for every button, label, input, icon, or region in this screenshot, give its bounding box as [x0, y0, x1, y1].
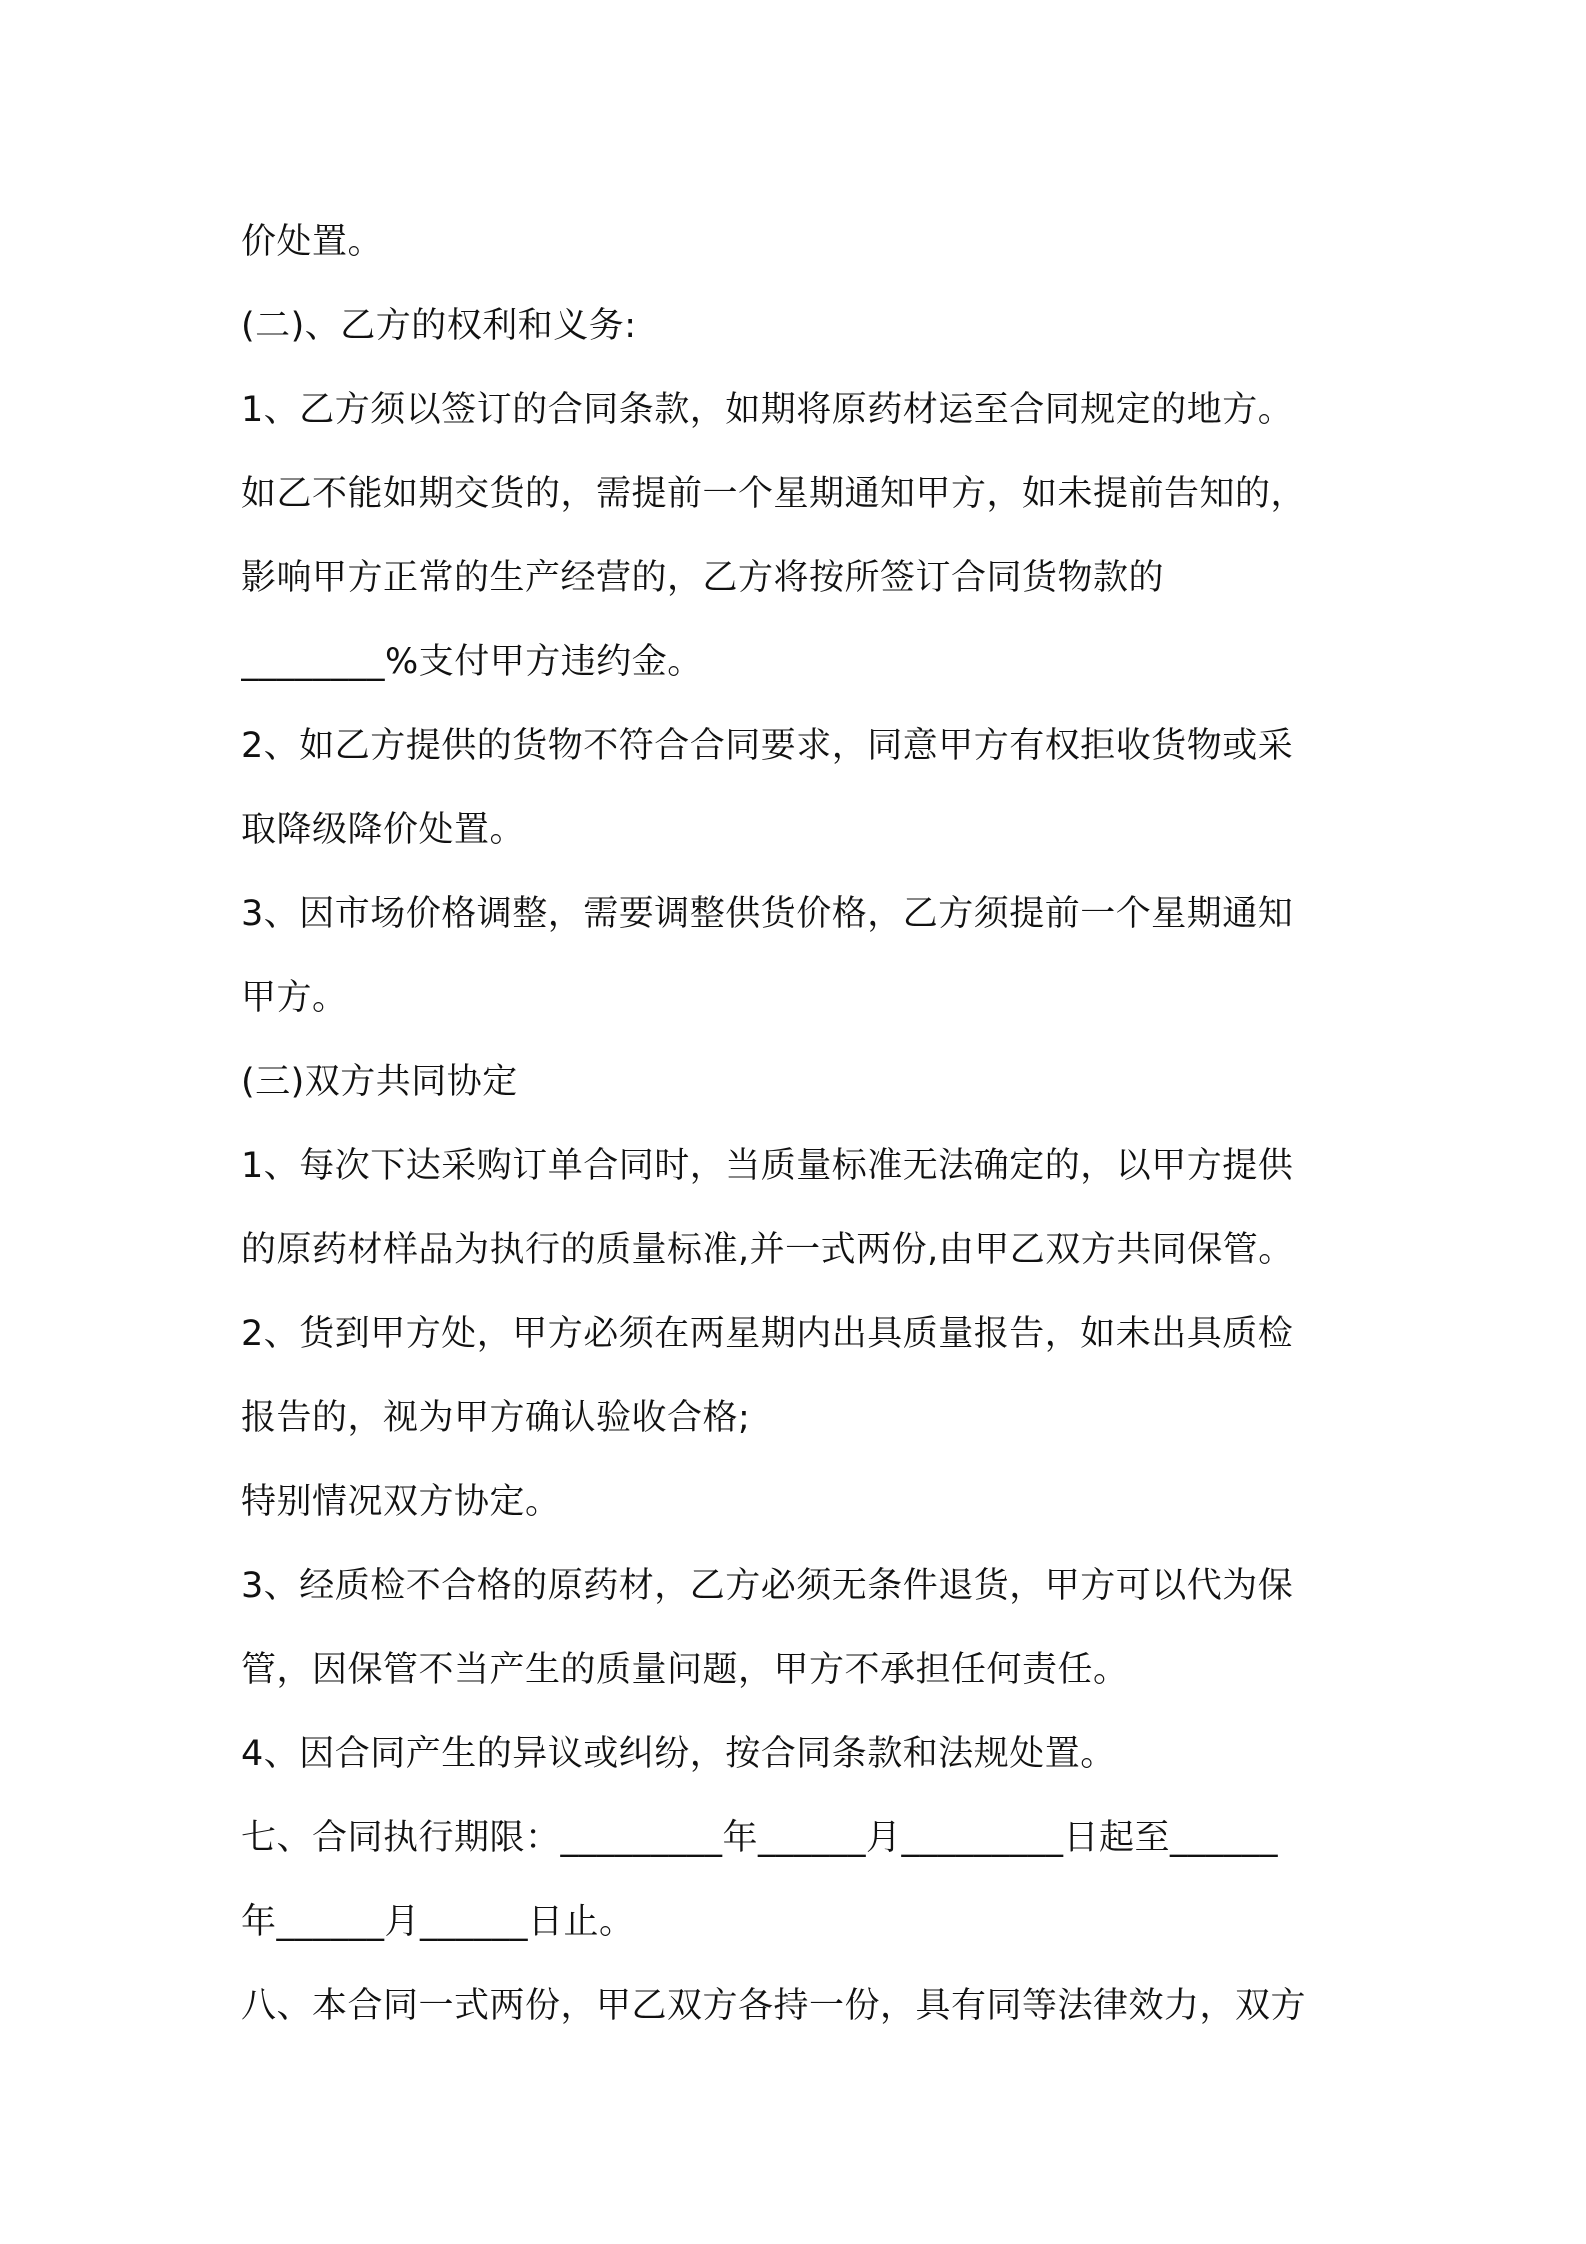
- text-line-19: 4、因合同产生的异议或纠纷，按合同条款和法规处置。: [241, 1734, 1116, 1774]
- text-line-13: 的原药材样品为执行的质量标准,并一式两份,由甲乙双方共同保管。: [241, 1230, 1294, 1270]
- clause-eight-line: 八、本合同一式两份，甲乙双方各持一份，具有同等法律效力，双方: [241, 1986, 1307, 2026]
- text-line-16: 特别情况双方协定。: [241, 1482, 561, 1522]
- text-line-3: 1、乙方须以签订的合同条款，如期将原药材运至合同规定的地方。: [241, 390, 1294, 430]
- section-heading-joint-agreement: (三)双方共同协定: [241, 1062, 518, 1102]
- contract-term-end-line: 年______月______日止。: [241, 1902, 635, 1942]
- text-line-9: 3、因市场价格调整，需要调整供货价格，乙方须提前一个星期通知: [241, 894, 1294, 934]
- section-heading-party-b-rights: (二)、乙方的权利和义务:: [241, 306, 637, 346]
- text-line-5: 影响甲方正常的生产经营的，乙方将按所签订合同货物款的: [241, 558, 1165, 598]
- text-line-1: 价处置。: [241, 222, 384, 262]
- text-line-12: 1、每次下达采购订单合同时，当质量标准无法确定的，以甲方提供: [241, 1146, 1294, 1186]
- text-line-6: ________%支付甲方违约金。: [241, 642, 703, 682]
- text-line-8: 取降级降价处置。: [241, 810, 526, 850]
- text-line-10: 甲方。: [241, 978, 348, 1018]
- text-line-4: 如乙不能如期交货的，需提前一个星期通知甲方，如未提前告知的，: [241, 474, 1307, 514]
- text-line-17: 3、经质检不合格的原药材，乙方必须无条件退货，甲方可以代为保: [241, 1566, 1294, 1606]
- text-line-15: 报告的，视为甲方确认验收合格;: [241, 1398, 751, 1438]
- text-line-14: 2、货到甲方处，甲方必须在两星期内出具质量报告，如未出具质检: [241, 1314, 1294, 1354]
- document-body: [241, 200, 1361, 2048]
- text-line-18: 管，因保管不当产生的质量问题，甲方不承担任何责任。: [241, 1650, 1129, 1690]
- contract-term-line: 七、合同执行期限：_________年______月_________日起至______: [241, 1818, 1279, 1858]
- text-line-7: 2、如乙方提供的货物不符合合同要求，同意甲方有权拒收货物或采: [241, 726, 1294, 766]
